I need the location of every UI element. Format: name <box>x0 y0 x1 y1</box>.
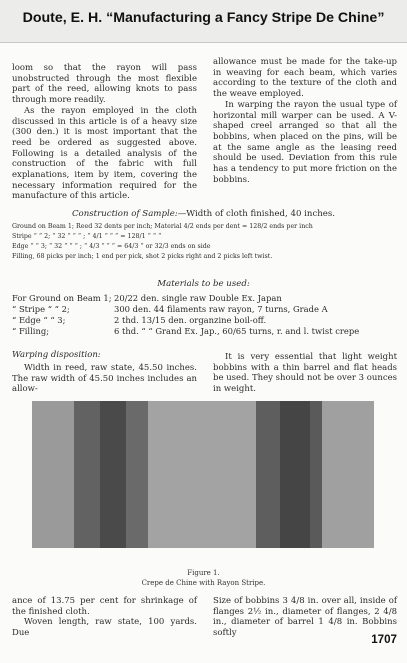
page-header <box>0 0 407 43</box>
material-label-edge: “ Edge “ “ 3; <box>12 315 66 325</box>
fabric-photo <box>32 401 374 548</box>
ground-stripe <box>148 401 256 548</box>
rayon-stripe <box>100 401 126 548</box>
rayon-stripe <box>256 401 280 548</box>
material-label-filling: “ Filling; <box>12 326 50 336</box>
rayon-stripe <box>74 401 100 548</box>
ground-stripe <box>32 401 74 548</box>
paragraph: Woven length, raw state, 100 yards. Due <box>12 617 197 639</box>
material-value-filling: 6 thd. “ “ Grand Ex. Jap., 60/65 turns, r. and l. twist crepe <box>114 326 360 336</box>
paragraph: It is very essential that light weight bobbins with a thin barrel and flat heads be used. They should not be over 3 ounces in weight. <box>213 352 397 395</box>
page-number: 1707 <box>371 633 397 646</box>
article-title: Doute, E. H. “Manufacturing a Fancy Stripe De Chine” <box>22 10 385 26</box>
material-value-ground: 20/22 den. single raw Double Ex. Japan <box>114 293 282 303</box>
material-value-stripe: 300 den. 44 filaments raw rayon, 7 turns, Grade A <box>114 304 328 314</box>
paragraph: loom so that the rayon will pass unobstructed through the most flexible part of the reed, allowing knots to pass through more readily. <box>12 63 197 106</box>
ground-stripe <box>322 401 374 548</box>
construction-row-edge: Edge “ “ 3; “ 32 “ “ “ ; “ 4/3 “ “ “ = 64/3 “ or 32/3 ends on side <box>12 243 211 250</box>
paragraph: allowance must be made for the take-up in weaving for each beam, which varies according to the texture of the cloth and the weave employed. <box>213 57 397 100</box>
bottom-left-column <box>12 596 197 639</box>
warping-left-column <box>12 363 197 395</box>
warping-right-column <box>213 352 397 395</box>
intro-left-column <box>12 63 197 202</box>
construction-row-stripe: Stripe “ “ 2; “ 32 “ “ “ ; “ 4/1 “ “ “ = 128/1 “ “ “ <box>12 233 162 240</box>
paragraph: As the rayon employed in the cloth discussed in this article is of a heavy size (300 den.) it is most important that the reed be ordered as suggested above. Following is a detailed analysis of the construction of the fabric with full explanations, item by item, covering the necessary information required for the manufacture of this article. <box>12 105 197 202</box>
material-label-stripe: “ Stripe “ “ 2; <box>12 304 70 314</box>
paragraph: Size of bobbins 3 4/8 in. over all, inside of flanges 2½ in., diameter of flanges, 2 4/8 in., diameter of barrel 1 4/8 in. Bobbins softly <box>213 596 397 639</box>
intro-right-column <box>213 57 397 185</box>
construction-row-filling: Filling, 68 picks per inch; 1 end per pick, shot 2 picks right and 2 picks left twist. <box>12 253 273 260</box>
materials-heading: Materials to be used: <box>157 279 250 289</box>
figure-label: Figure 1. <box>187 569 220 577</box>
paragraph: Width in reed, raw state, 45.50 inches. The raw width of 45.50 inches includes an allow- <box>12 363 197 395</box>
construction-label: Construction of Sample: <box>71 209 178 219</box>
rayon-stripe <box>126 401 148 548</box>
construction-row-ground: Ground on Beam 1; Reed 32 dents per inch; Material 4/2 ends per dent = 128/2 ends per inch <box>12 223 313 230</box>
paragraph: In warping the rayon the usual type of horizontal mill warper can be used. A V-shaped creel arranged so that all the bobbins, when placed on the pins, will be at the same angle as the leasing reed should be used. Deviation from this rule has a tendency to put more friction on the bobbins. <box>213 99 397 185</box>
figure-caption: Crepe de Chine with Rayon Stripe. <box>141 579 266 587</box>
construction-width: —Width of cloth finished, 40 inches. <box>177 209 336 219</box>
warping-heading: Warping disposition: <box>12 350 101 360</box>
rayon-stripe <box>280 401 310 548</box>
bottom-right-column <box>213 596 397 639</box>
rayon-stripe <box>310 401 322 548</box>
paragraph: ance of 13.75 per cent for shrinkage of the finished cloth. <box>12 596 197 617</box>
construction-heading <box>0 209 407 219</box>
material-label-ground: For Ground on Beam 1; <box>12 293 112 303</box>
material-value-edge: 2 thd. 13/15 den. organzine boil-off. <box>114 315 267 325</box>
